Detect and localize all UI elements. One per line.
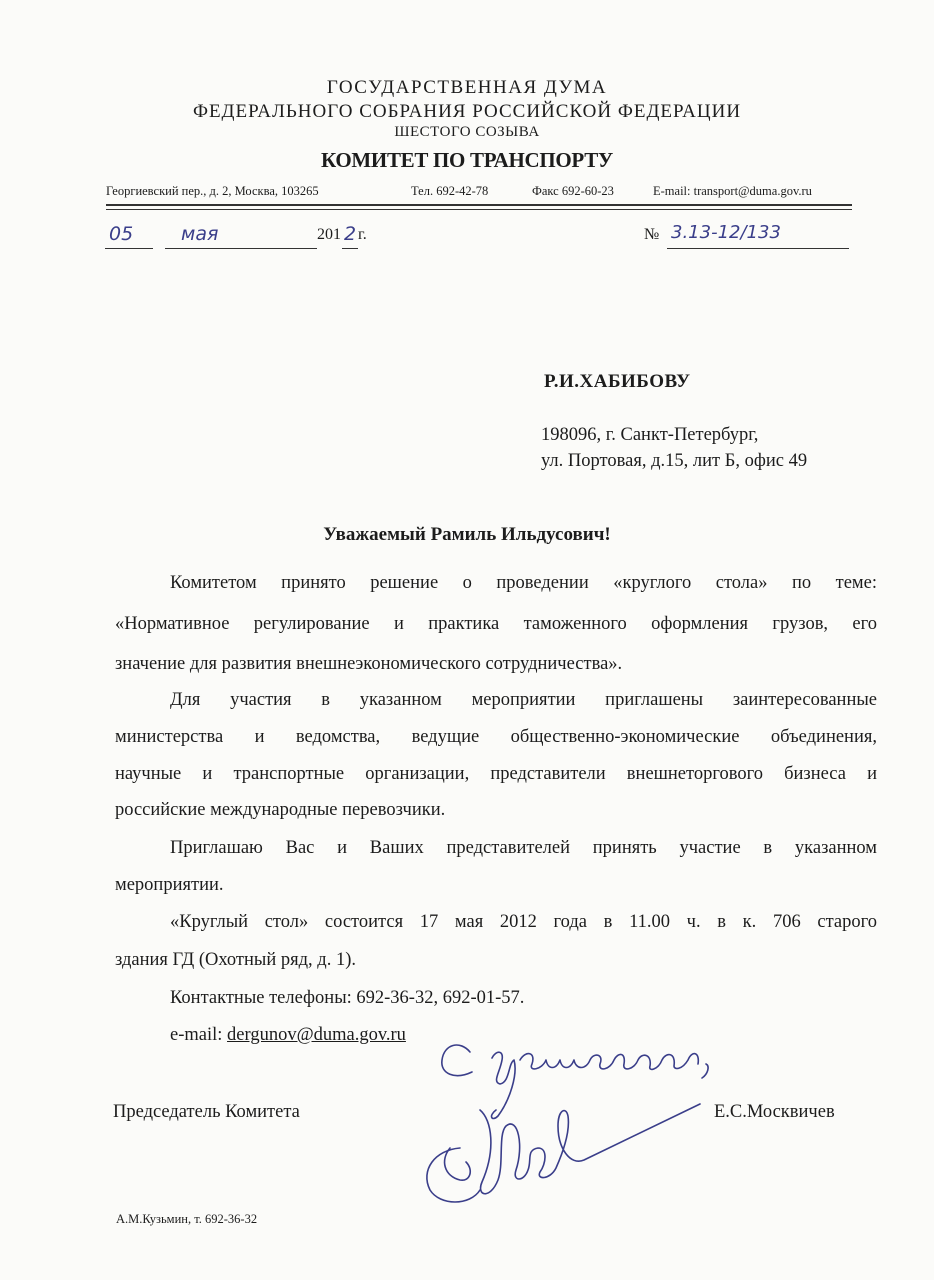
body-p2-line2: министерства и ведомства, ведущие общественно-экономические объединения, (115, 727, 877, 747)
body-p3-line1: Приглашаю Вас и Ваших представителей принять участие в указанном (170, 838, 877, 858)
addressee-address-line2: ул. Портовая, д.15, лит Б, офис 49 (541, 451, 808, 471)
date-year-prefix: 201 (317, 226, 341, 243)
number-label: № (644, 226, 660, 243)
letterhead-address: Георгиевский пер., д. 2, Москва, 103265 (106, 184, 319, 198)
signatory-position: Председатель Комитета (113, 1102, 300, 1122)
executor-contact: А.М.Кузьмин, т. 692-36-32 (116, 1212, 258, 1226)
body-p1-line2: «Нормативное регулирование и практика таможенного оформления грузов, его (115, 614, 877, 634)
contact-phones: Контактные телефоны: 692-36-32, 692-01-57. (170, 988, 525, 1008)
document-number-underline (667, 248, 849, 249)
body-p1-line1: Комитетом принято решение о проведении «круглого стола» по теме: (170, 573, 877, 593)
date-year-digit: 2 (344, 223, 357, 245)
date-year-suffix: г. (358, 226, 367, 243)
date-day-underline (105, 248, 153, 249)
body-p3-line2: мероприятии. (115, 875, 224, 895)
contact-email-line (170, 1025, 406, 1046)
committee-name: КОМИТЕТ ПО ТРАНСПОРТУ (320, 148, 614, 172)
contact-email-link[interactable]: dergunov@duma.gov.ru (227, 1025, 406, 1045)
body-p1-line3: значение для развития внешнеэкономического сотрудничества». (115, 654, 623, 674)
date-number-row (105, 222, 855, 256)
letterhead-fax: Факс 692-60-23 (532, 184, 614, 198)
letterhead-phone: Тел. 692-42-78 (411, 184, 489, 198)
signatory-name: Е.С.Москвичев (714, 1102, 835, 1122)
addressee-address-line1: 198096, г. Санкт-Петербург, (541, 425, 759, 445)
date-year-underline (342, 248, 358, 249)
letterhead-email: E-mail: transport@duma.gov.ru (653, 184, 812, 198)
letterhead-line-convocation: ШЕСТОГО СОЗЫВА (394, 124, 540, 140)
letterhead-line-duma: ГОСУДАРСТВЕННАЯ ДУМА (326, 77, 608, 98)
letterhead-rule-thick (106, 204, 852, 206)
handwritten-signature (400, 1030, 740, 1210)
contact-email-label: e-mail: (170, 1025, 228, 1045)
body-p4-line2: здания ГД (Охотный ряд, д. 1). (115, 950, 356, 970)
letterhead-rule-thin (106, 209, 852, 210)
addressee-name: Р.И.ХАБИБОВУ (544, 371, 691, 392)
body-p4-line1: «Круглый стол» состоится 17 мая 2012 года в 11.00 ч. в к. 706 старого (170, 912, 877, 932)
greeting: Уважаемый Рамиль Ильдусович! (323, 524, 611, 545)
letterhead-line-federal-assembly: ФЕДЕРАЛЬНОГО СОБРАНИЯ РОССИЙСКОЙ ФЕДЕРАЦИИ (192, 101, 742, 122)
date-month-underline (165, 248, 317, 249)
document-number: 3.13-12/133 (671, 222, 781, 243)
body-p2-line3: научные и транспортные организации, представители внешнеторгового бизнеса и (115, 764, 877, 784)
body-p2-line1: Для участия в указанном мероприятии приглашены заинтересованные (170, 690, 877, 710)
body-p2-line4: российские международные перевозчики. (115, 800, 446, 820)
date-day: 05 (109, 223, 134, 245)
date-month: мая (181, 223, 219, 245)
